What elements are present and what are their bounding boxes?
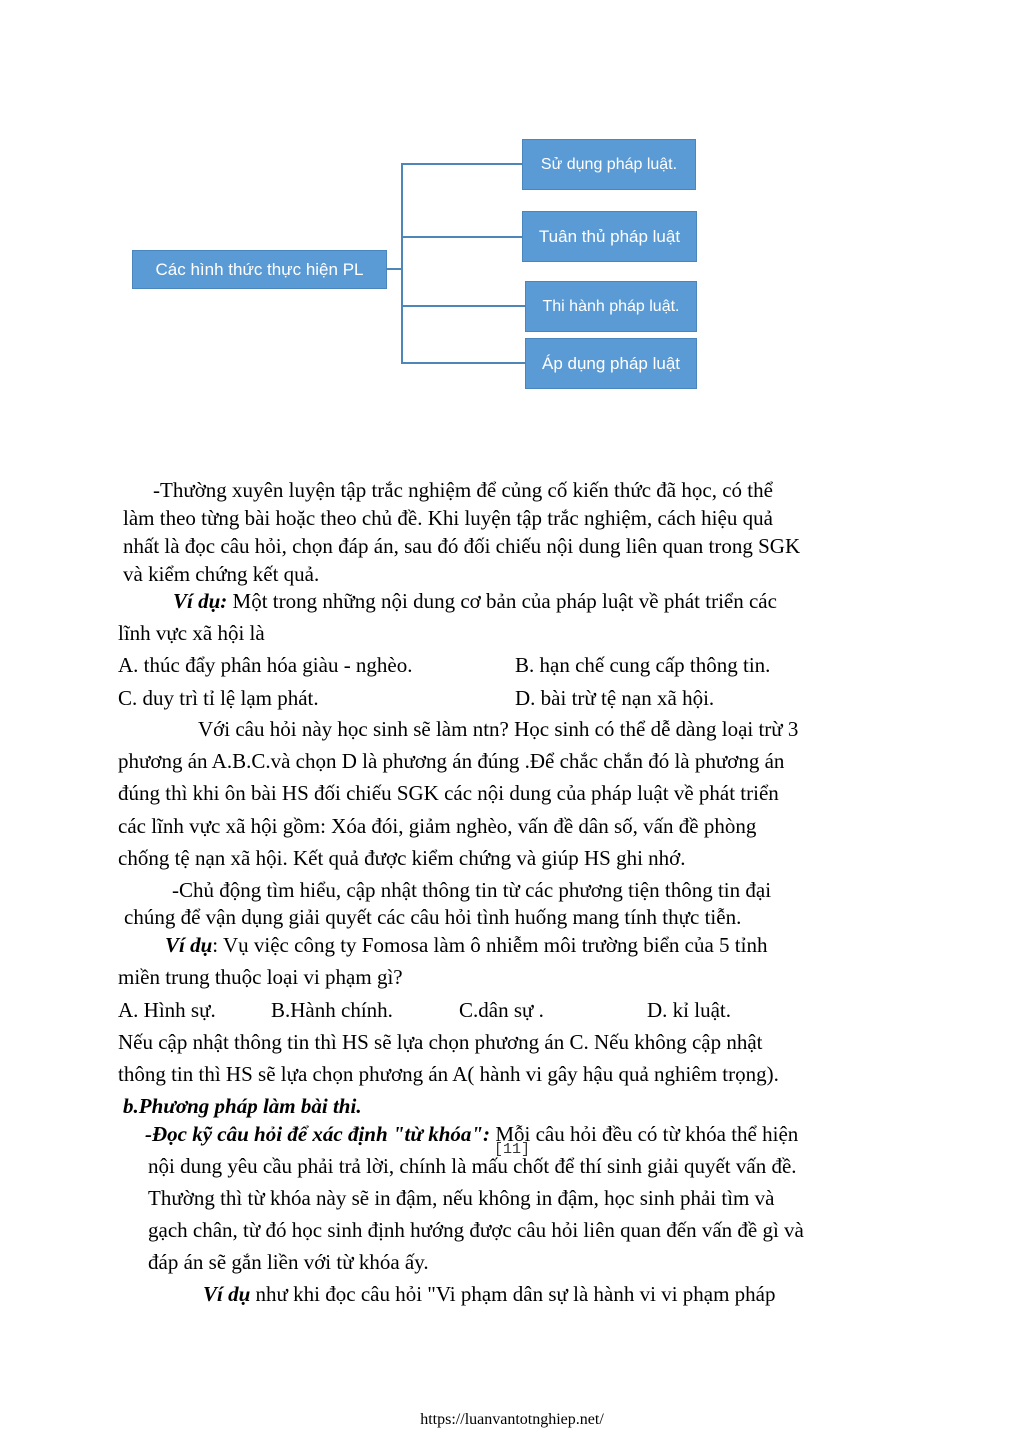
example-label: Ví dụ [165,933,213,957]
paragraph-line: gạch chân, từ đó học sinh định hướng được câu hỏi liên quan đến vấn đề gì và [148,1218,804,1242]
answer-option: B. hạn chế cung cấp thông tin. [515,653,771,677]
diagram-child-box: Thi hành pháp luật. [525,281,697,332]
diagram-root-box: Các hình thức thực hiện PL [132,250,387,289]
example-label: Ví dụ [203,1282,251,1306]
paragraph-line: làm theo từng bài hoặc theo chủ đề. Khi luyện tập trắc nghiệm, cách hiệu quả [123,506,773,530]
answer-option: D. bài trừ tệ nạn xã hội. [515,686,715,710]
paragraph-line: -Chủ động tìm hiểu, cập nhật thông tin từ các phương tiện thông tin đại [172,878,772,902]
example-text: Một trong những nội dung cơ bản của pháp luật về phát triển các [227,589,777,613]
paragraph-line: Nếu cập nhật thông tin thì HS sẽ lựa chọn phương án C. Nếu không cập nhật [118,1030,763,1054]
paragraph-text: Mỗi câu hỏi đều có từ khóa thể hiện [490,1122,799,1146]
footer-url: https://luanvantotnghiep.net/ [420,1411,604,1428]
diagram-child-box: Sử dụng pháp luật. [522,139,696,190]
paragraph-line: Với câu hỏi này học sinh sẽ làm ntn? Học sinh có thể dễ dàng loại trừ 3 [198,717,799,741]
paragraph-line: nhất là đọc câu hỏi, chọn đáp án, sau đó đối chiếu nội dung liên quan trong SGK [123,534,801,558]
forms-of-law-diagram [0,0,1024,420]
example-line: miền trung thuộc loại vi phạm gì? [118,965,403,989]
paragraph-line: thông tin thì HS sẽ lựa chọn phương án A( hành vi gây hậu quả nghiêm trọng). [118,1062,779,1086]
paragraph-line: đáp án sẽ gắn liền với từ khóa ấy. [148,1250,429,1274]
answer-option: D. kỉ luật. [647,998,731,1022]
connector-trunk [401,163,403,363]
page-number: [11] [493,1141,530,1158]
diagram-child-box: Tuân thủ pháp luật [522,211,697,262]
paragraph-line: chống tệ nạn xã hội. Kết quả được kiểm chứng và giúp HS ghi nhớ. [118,846,686,870]
connector-child-1 [401,163,522,165]
answer-option: A. Hình sự. [118,998,216,1022]
keyword-label: -Đọc kỹ câu hỏi để xác định "từ khóa": [145,1122,491,1146]
paragraph-line: đúng thì khi ôn bài HS đối chiếu SGK các nội dung của pháp luật về phát triển [118,781,779,805]
answer-option: C. duy trì tỉ lệ lạm phát. [118,686,319,710]
paragraph-line: Thường thì từ khóa này sẽ in đậm, nếu không in đậm, học sinh phải tìm và [148,1186,775,1210]
answer-option: A. thúc đẩy phân hóa giàu - nghèo. [118,653,413,677]
section-heading: b.Phương pháp làm bài thi. [123,1094,362,1118]
diagram-child-box: Áp dụng pháp luật [525,338,697,389]
answer-option: C.dân sự . [459,998,544,1022]
example-line [203,1281,776,1307]
example-line [165,932,767,958]
example-line: lĩnh vực xã hội là [118,621,265,645]
connector-root [387,268,402,270]
answer-option: B.Hành chính. [271,998,393,1022]
connector-child-3 [401,305,525,307]
paragraph-line: chúng để vận dụng giải quyết các câu hỏi tình huống mang tính thực tiễn. [124,905,742,929]
paragraph-line: phương án A.B.C.và chọn D là phương án đúng .Để chắc chắn đó là phương án [118,749,785,773]
connector-child-4 [401,362,525,364]
paragraph-line: và kiểm chứng kết quả. [123,562,320,586]
connector-child-2 [401,236,522,238]
example-label: Ví dụ: [173,589,228,613]
paragraph-line: -Thường xuyên luyện tập trắc nghiệm để củng cố kiến thức đã học, có thể [153,478,773,502]
paragraph-line: các lĩnh vực xã hội gồm: Xóa đói, giảm nghèo, vấn đề dân số, vấn đề phòng [118,814,757,838]
example-line [173,588,777,614]
paragraph-line: nội dung yêu cầu phải trả lời, chính là mấu chốt để thí sinh giải quyết vấn đề. [148,1154,797,1178]
example-text: như khi đọc câu hỏi "Vi phạm dân sự là hành vi vi phạm pháp [250,1282,776,1306]
example-text: : Vụ việc công ty Fomosa làm ô nhiễm môi trường biển của 5 tỉnh [212,933,768,957]
